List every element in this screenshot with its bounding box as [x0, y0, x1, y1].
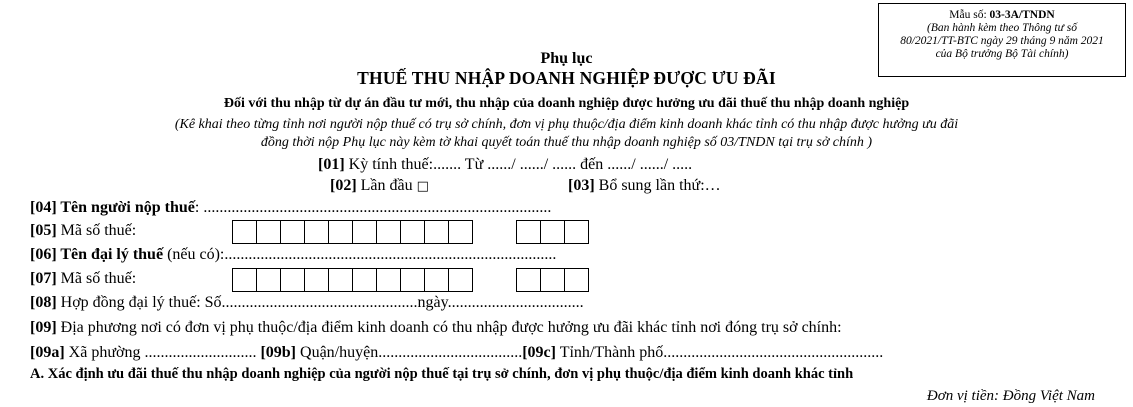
- currency-unit: Đơn vị tiền: Đồng Việt Nam: [926, 388, 1095, 404]
- tax-code-cell[interactable]: [376, 268, 401, 292]
- tax-code-cell[interactable]: [424, 268, 449, 292]
- form-code-note-3: của Bộ trưởng Bộ Tài chính): [935, 48, 1069, 60]
- appendix-label: Phụ lục: [540, 50, 593, 67]
- tax-code-cell[interactable]: [304, 220, 329, 244]
- field-06-agent-name[interactable]: [06] Tên đại lý thuế (nếu có):...................................................................................: [30, 246, 557, 263]
- tax-code-cell[interactable]: [376, 220, 401, 244]
- tax-code-branch-input-agent[interactable]: [516, 268, 589, 292]
- tax-code-input-agent[interactable]: [232, 268, 473, 292]
- field-04-taxpayer-name[interactable]: [04] Tên người nộp thuế: .......................................................................................: [30, 199, 552, 216]
- tax-code-cell[interactable]: [448, 268, 473, 292]
- field-09c-province[interactable]: [09c] Tỉnh/Thành phố.......................................................: [522, 344, 884, 361]
- instruction-line-1: (Kê khai theo từng tỉnh nơi người nộp thuế có trụ sở chính, đơn vị phụ thuộc/địa điểm kinh doanh khác tỉnh có thu nhập được hưởng ưu đãi: [174, 117, 959, 132]
- tax-code-cell[interactable]: [448, 220, 473, 244]
- tax-code-cell[interactable]: [564, 220, 589, 244]
- field-01-tax-period[interactable]: [01] Kỳ tính thuế:....... Từ ....../ ....../ ...... đến ....../ ....../ .....: [318, 156, 693, 173]
- field-09-location: [09] Địa phương nơi có đơn vị phụ thuộc/địa điểm kinh doanh có thu nhập được hưởng ưu đãi khác tỉnh nơi đóng trụ sở chính:: [30, 319, 842, 336]
- tax-code-cell[interactable]: [256, 220, 281, 244]
- tax-code-cell[interactable]: [400, 268, 425, 292]
- page-subtitle: Đối với thu nhập từ dự án đầu tư mới, thu nhập của doanh nghiệp được hưởng ưu đãi thuế thu nhập doanh nghiệp: [223, 96, 910, 111]
- tax-code-cell[interactable]: [400, 220, 425, 244]
- tax-code-cell[interactable]: [540, 220, 565, 244]
- field-02-first-time: [02] Lần đầu □: [330, 177, 429, 194]
- tax-code-cell[interactable]: [280, 220, 305, 244]
- tax-code-cell[interactable]: [328, 220, 353, 244]
- page-title: THUẾ THU NHẬP DOANH NGHIỆP ĐƯỢC ƯU ĐÃI: [357, 68, 776, 88]
- form-code-note-1: (Ban hành kèm theo Thông tư số: [926, 22, 1077, 34]
- first-time-checkbox[interactable]: □: [416, 179, 429, 194]
- field-07-label: [07] Mã số thuế:: [30, 270, 137, 287]
- instruction-line-2: đồng thời nộp Phụ lục này kèm tờ khai quyết toán thuế thu nhập doanh nghiệp số 03/TNDN tại trụ sở chính ): [260, 135, 873, 150]
- tax-code-cell[interactable]: [328, 268, 353, 292]
- tax-code-input-taxpayer[interactable]: [232, 220, 473, 244]
- tax-code-cell[interactable]: [540, 268, 565, 292]
- tax-code-cell[interactable]: [280, 268, 305, 292]
- tax-code-branch-input-taxpayer[interactable]: [516, 220, 589, 244]
- tax-code-cell[interactable]: [516, 220, 541, 244]
- field-05-label: [05] Mã số thuế:: [30, 222, 137, 239]
- tax-code-cell[interactable]: [256, 268, 281, 292]
- section-a-heading: A. Xác định ưu đãi thuế thu nhập doanh nghiệp của người nộp thuế tại trụ sở chính, đơn vị phụ thuộc/địa điểm kinh doanh khác tỉnh: [30, 366, 854, 382]
- field-09a-ward[interactable]: [09a] Xã phường ............................: [30, 344, 261, 361]
- tax-code-cell[interactable]: [564, 268, 589, 292]
- tax-code-cell[interactable]: [352, 220, 377, 244]
- tax-code-cell[interactable]: [232, 268, 257, 292]
- form-code: Mẫu số: 03-3A/TNDN: [949, 9, 1055, 21]
- tax-code-cell[interactable]: [232, 220, 257, 244]
- form-code-note-2: 80/2021/TT-BTC ngày 29 tháng 9 năm 2021: [900, 35, 1104, 47]
- tax-code-cell[interactable]: [304, 268, 329, 292]
- tax-code-cell[interactable]: [352, 268, 377, 292]
- field-09b-district[interactable]: [09b] Quận/huyện....................................: [260, 344, 523, 361]
- field-03-supplement[interactable]: [03] Bổ sung lần thứ:…: [568, 177, 721, 194]
- field-09-address-row: [30, 344, 883, 362]
- tax-code-cell[interactable]: [516, 268, 541, 292]
- field-08-agent-contract[interactable]: [08] Hợp đồng đại lý thuế: Số.................................................ngày..................................: [30, 294, 584, 311]
- tax-code-cell[interactable]: [424, 220, 449, 244]
